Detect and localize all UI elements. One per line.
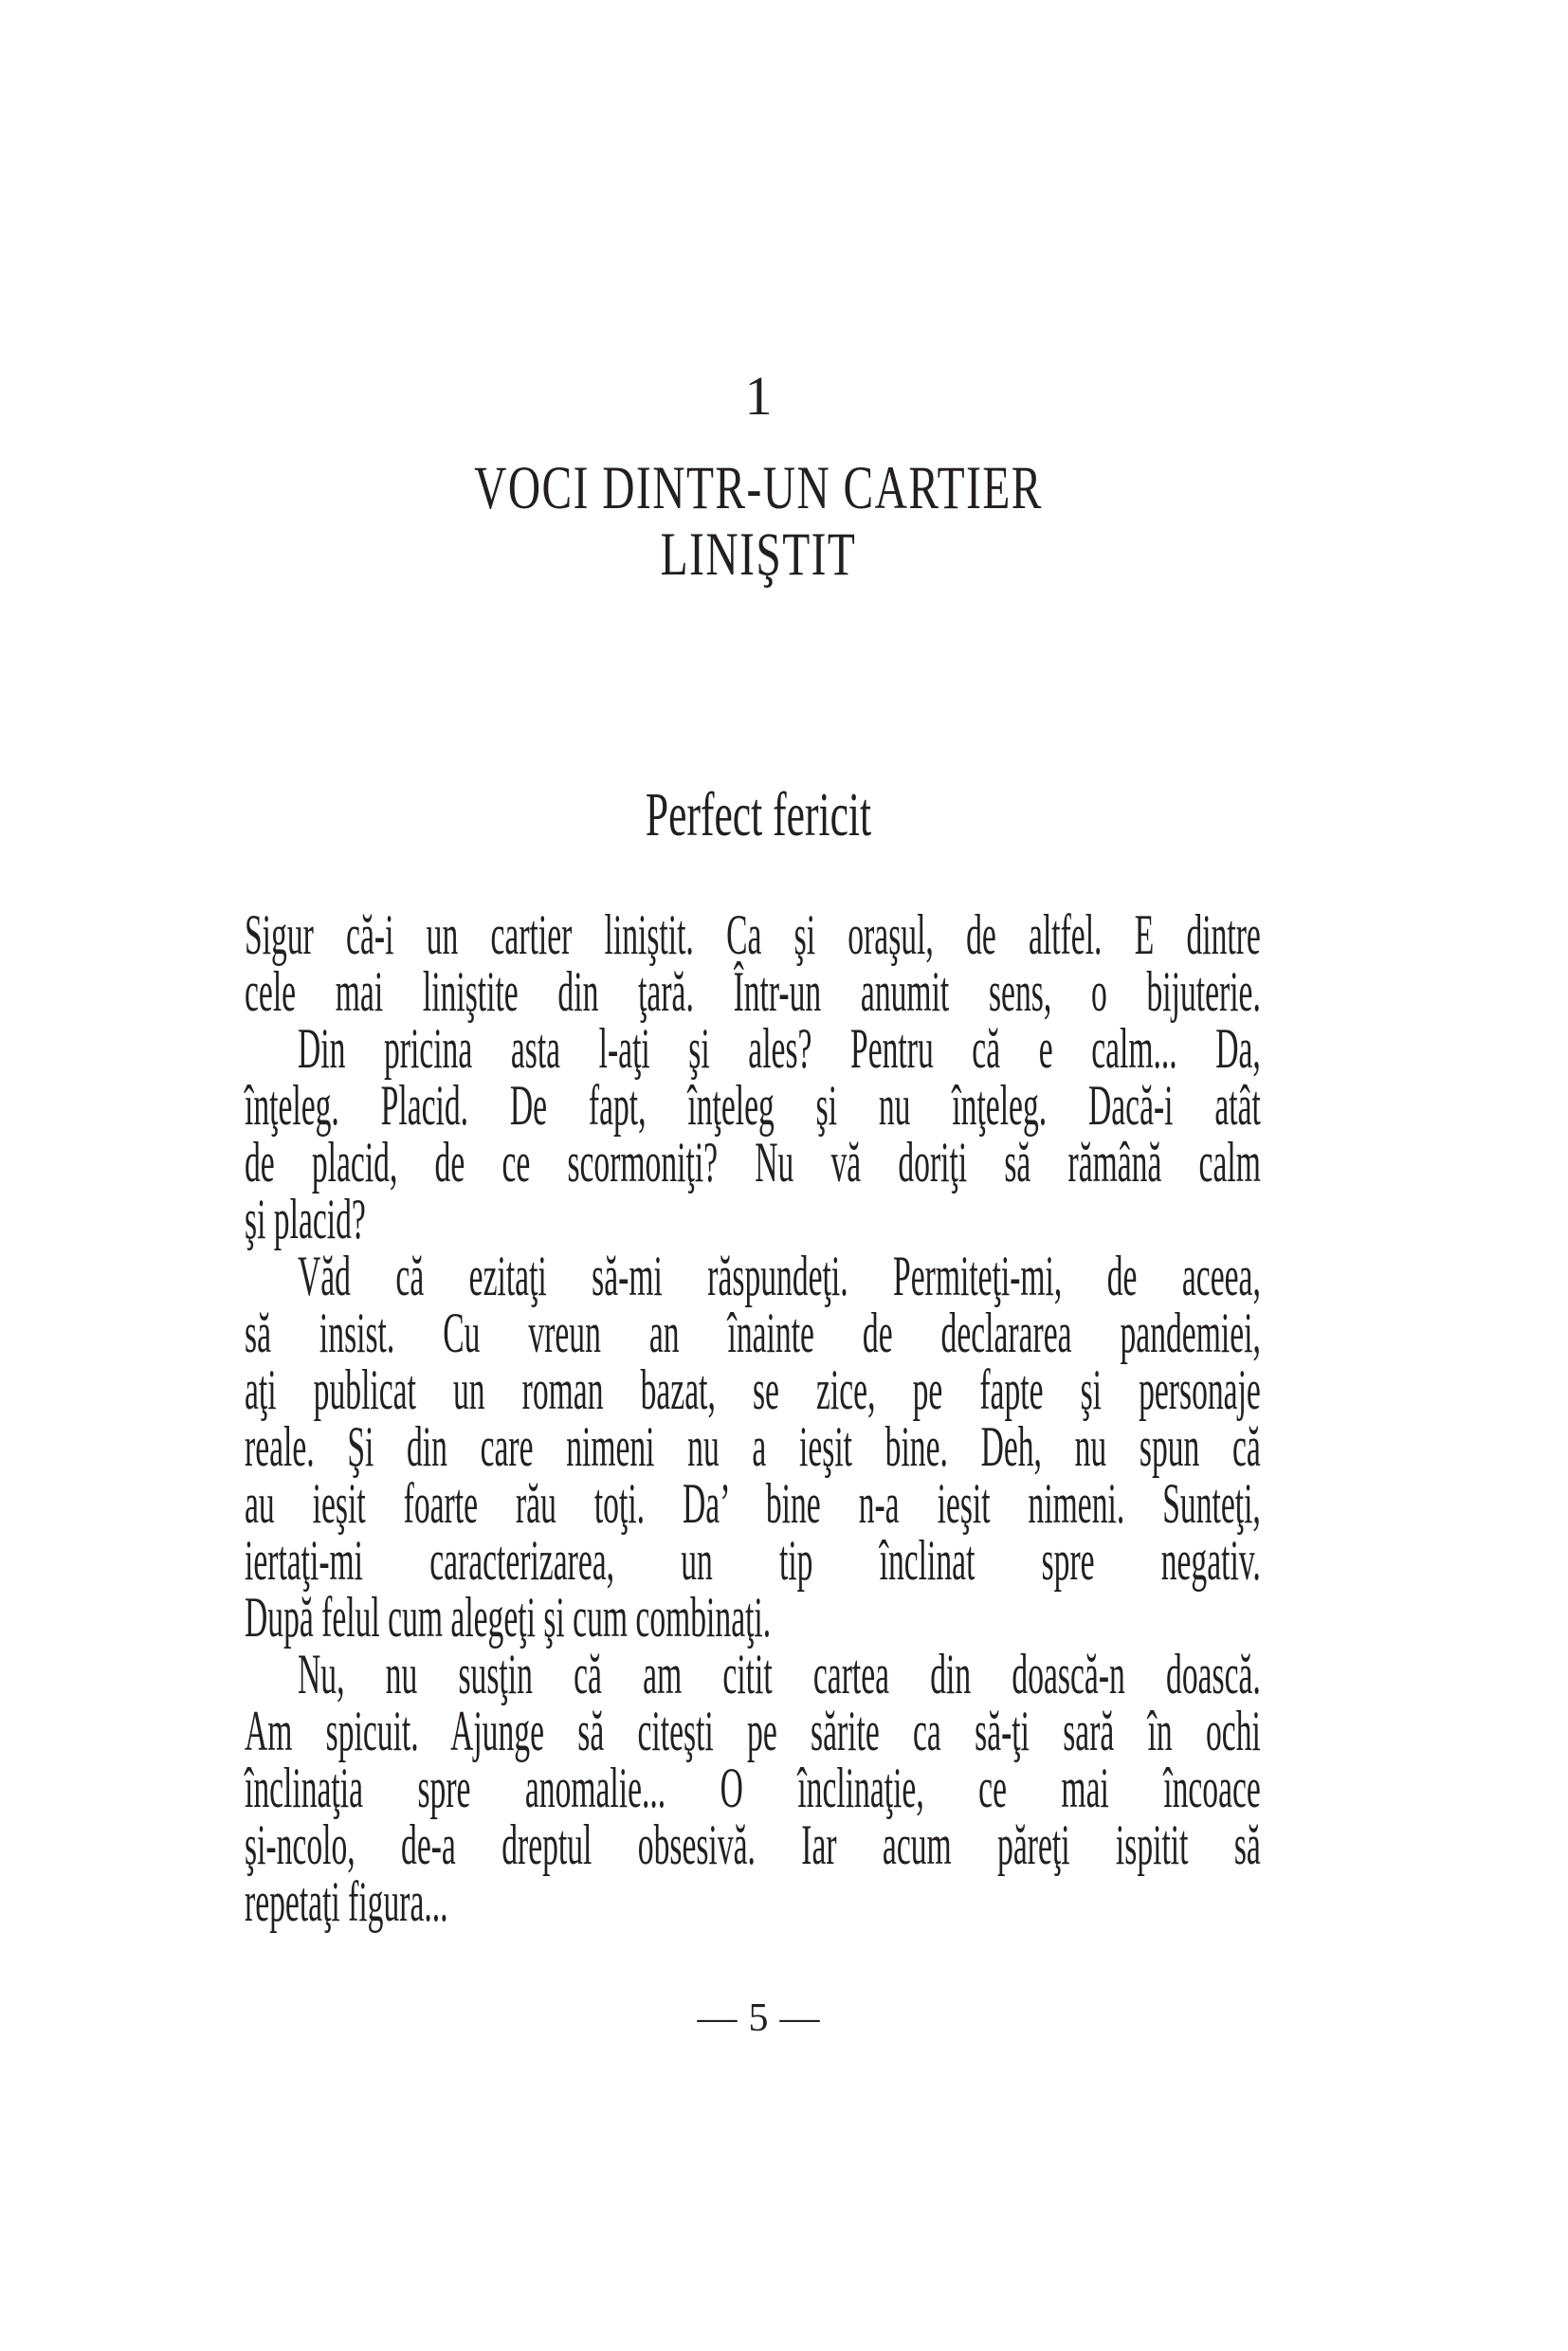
body-line: au ieşit foarte rău toţi. Da’ bine n-a ieşit nimeni. Sunteţi, <box>245 1472 1261 1535</box>
chapter-number: 1 <box>744 365 773 427</box>
footer-rule-left: — <box>697 1996 738 2040</box>
body-line: să insist. Cu vreun an înainte de declararea pandemiei, <box>245 1302 1261 1364</box>
footer-rule-right: — <box>779 1996 820 2040</box>
chapter-title <box>250 455 1267 588</box>
body-line: Nu, nu susţin că am citit cartea din doască-n doască. <box>298 1643 1261 1705</box>
page-number: 5 <box>748 1996 769 2040</box>
body-line: înclinaţia spre anomalie... O înclinaţie, ce mai încoace <box>245 1757 1261 1819</box>
chapter-title-line-1: VOCI DINTR-UN CARTIER <box>474 454 1043 522</box>
body-line: de placid, de ce scormoniţi? Nu vă doriţi să rămână calm <box>245 1131 1261 1194</box>
body-line: Văd că ezitaţi să-mi răspundeţi. Permiteţi-mi, de aceea, <box>298 1245 1261 1307</box>
body-line: Am spicuit. Ajunge să citeşti pe sărite ca să-ţi sară în ochi <box>245 1700 1261 1762</box>
body-line: După felul cum alegeţi şi cum combinaţi. <box>245 1586 772 1649</box>
body-line: Sigur că-i un cartier liniştit. Ca şi oraşul, de altfel. E dintre <box>245 903 1261 966</box>
body-line: cele mai liniştite din ţară. Într-un anumit sens, o bijuterie. <box>245 960 1261 1023</box>
page-footer <box>63 1998 1454 2038</box>
chapter-title-line-2: LINIŞTIT <box>660 520 857 589</box>
body-line: reale. Şi din care nimeni nu a ieşit bine. Deh, nu spun că <box>245 1415 1261 1478</box>
body-text <box>245 903 1261 1933</box>
section-heading: Perfect fericit <box>645 780 872 849</box>
body-line: Din pricina asta l-aţi şi ales? Pentru că e calm... Da, <box>298 1017 1261 1080</box>
body-line: înţeleg. Placid. De fapt, înţeleg şi nu înţeleg. Dacă-i atât <box>245 1074 1261 1137</box>
body-line: şi-ncolo, de-a dreptul obsesivă. Iar acum păreţi ispitit să <box>245 1813 1261 1876</box>
body-line: iertaţi-mi caracterizarea, un tip înclinat spre negativ. <box>245 1529 1261 1592</box>
body-line: şi placid? <box>245 1188 366 1250</box>
body-line: aţi publicat un roman bazat, se zice, pe fapte şi personaje <box>245 1358 1261 1421</box>
body-line: repetaţi figura... <box>245 1870 448 1933</box>
